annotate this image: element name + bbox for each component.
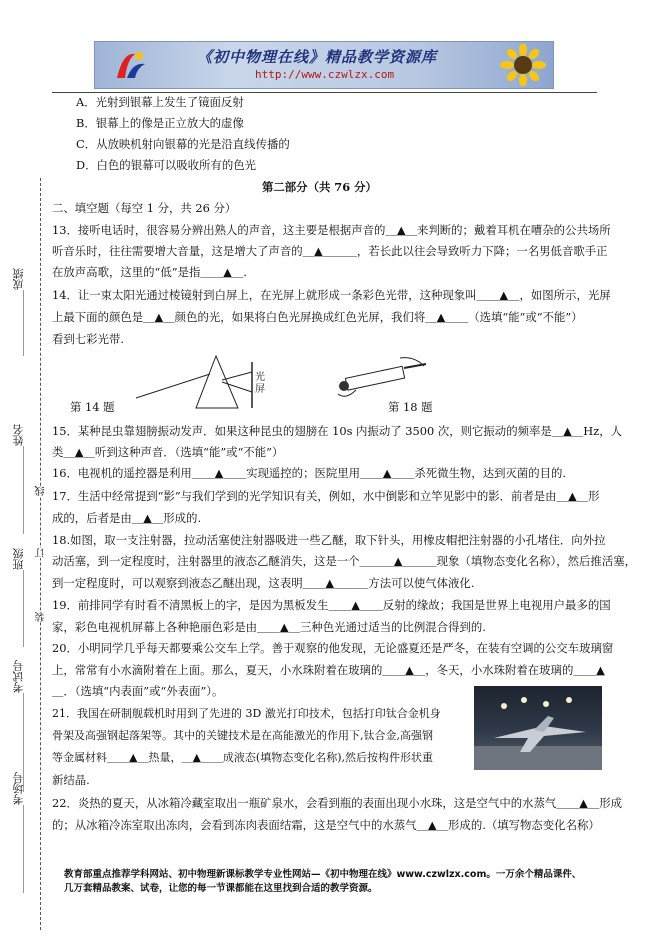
q18-line3: 到一定程度时，可以观察到液态乙醚出现，这表明＿＿▲＿＿＿方法可以使气体液化. (52, 576, 475, 590)
syringe-figure (336, 356, 432, 400)
q21-line3: 等金属材料＿＿▲＿热量，＿▲＿＿成液态(填物态变化名称),然后按构件形状重 (52, 751, 433, 764)
option-b: B．银幕上的像是正立放大的虚像 (76, 116, 244, 130)
margin-name-field: ＿＿＿＿＿＿＿＿姓名 (12, 424, 25, 534)
seal-label-zhuang: 装 (36, 612, 47, 622)
fig18-caption: 第 18 题 (388, 400, 433, 414)
fig14-caption: 第 14 题 (70, 400, 115, 414)
q15-line2: 类＿▲＿听到这种声音．（选填“能”或“不能”） (52, 445, 284, 459)
q14-line3: 看到七彩光带. (52, 332, 124, 346)
q14-line1: 14．让一束太阳光通过棱镜射到白屏上，在光屏上就形成一条彩色光带，这种现象叫＿＿▲＿，如图所示，光屏 (52, 288, 611, 302)
jet-aircraft-photo (474, 686, 602, 770)
q13-line1: 13．接听电话时，很容易分辨出熟人的声音，这主要是根据声音的＿▲＿来判断的；戴着耳机在嘈杂的公共场所 (52, 223, 611, 237)
q13-line3: 在放声高歌，这里的“低”是指＿＿▲＿. (52, 265, 247, 279)
q17-line2: 成的，后者是由＿▲＿形成的. (52, 511, 202, 525)
part-title: 第二部分（共 76 分） (262, 180, 377, 194)
q19-line1: 19．前排同学有时看不清黑板上的字，是因为黑板发生＿＿▲＿＿反射的缘故；我国是世界上电视用户最多的国 (52, 598, 611, 612)
q22-line2: 的；从冰箱冷冻室取出冻肉，会看到冻肉表面结霜，这是空气中的水蒸气＿▲＿形成的.（填写物态变化名称） (52, 818, 600, 832)
footer-line1: 教育部重点推荐学科网站、初中物理新课标教学专业性网站—《初中物理在线》www.czwlzx.com。一万余个精品课件、 (64, 869, 582, 880)
option-c: C．从放映机射向银幕的光是沿直线传播的 (76, 137, 290, 151)
q17-line1: 17．生活中经常提到“影”与我们学到的光学知识有关，例如，水中倒影和立竿见影中的影．前者是由＿▲＿形 (52, 489, 600, 503)
margin-room-field: ＿＿＿＿＿＿＿＿考场号 (12, 772, 25, 893)
option-d: D．白色的银幕可以吸收所有的色光 (76, 158, 256, 172)
fighter-jet-icon (474, 686, 602, 770)
margin-score-field: ＿＿＿＿＿＿成绩 (12, 268, 25, 356)
header-banner (94, 41, 554, 89)
q21-line1: 21．我国在研制舰载机时用到了先进的 3D 激光打印技术，包括打印钛合金机身 (52, 707, 441, 720)
q16-line1: 16．电视机的遥控器是利用＿＿▲＿＿实现遥控的；医院里用＿＿▲＿＿杀死微生物，达到灭菌的目的. (52, 466, 567, 480)
seal-label-ding: 订 (36, 548, 47, 558)
q21-line2: 骨架及高强钢起落架等。其中的关键技术是在高能激光的作用下,钛合金,高强钢 (52, 729, 433, 742)
seal-label-line: 线 (36, 486, 47, 496)
q21-line4: 新结晶. (52, 773, 90, 787)
banner-url: http://www.czwlzx.com (255, 68, 395, 81)
margin-class-field: ＿＿＿＿＿＿＿班级 (12, 548, 25, 647)
banner-title: 《初中物理在线》精品教学资源库 (197, 48, 438, 66)
q13-line2: 听音乐时，往往需要增大音量，这是增大了声音的＿▲＿＿＿，若长此以往会导致听力下降；一名男低音歌手正 (52, 244, 608, 258)
q19-line2: 家，彩色电视机屏幕上各种艳丽色彩是由＿＿▲＿三种色光通过适当的比例混合得到的. (52, 620, 486, 634)
q20-line1: 20．小明同学几乎每天都要乘公交车上学。善于观察的他发现，无论盛夏还是严冬，在装有空调的公交车玻璃窗 (52, 641, 614, 655)
q15-line1: 15．某种昆虫靠翅膀振动发声．如果这种昆虫的翅膀在 10s 内振动了 3500 次，则它振动的频率是＿▲＿Hz，人 (52, 424, 623, 438)
header-rule (52, 92, 597, 93)
q20-line3: ＿．（选填“内表面”或“外表面”）。 (52, 684, 224, 698)
footer-line2: 几万套精品教案、试卷，让您的每一节课都能在这里找到合适的教学资源。 (64, 883, 378, 894)
q20-line2: 上，常常有小水滴附着在上面。那么，夏天，小水珠附着在玻璃的＿＿▲＿，冬天，小水珠附着在玻璃的＿＿▲ (52, 663, 605, 677)
q22-line1: 22．炎热的夏天，从冰箱冷藏室取出一瓶矿泉水，会看到瓶的表面出现小水珠，这是空气中的水蒸气＿＿▲＿形成 (52, 796, 623, 810)
sunflower-icon (499, 44, 547, 86)
option-a: A．光射到银幕上发生了镜面反射 (76, 95, 244, 109)
site-logo-icon (113, 48, 149, 82)
fig14-screen-label: 光屏 (255, 372, 265, 395)
q14-line2: 上最下面的颜色是＿▲＿颜色的光，如果将白色光屏换成红色光屏，我们将＿▲＿＿（选填“能”或“不能”） (52, 310, 583, 324)
section-title: 二、填空题（每空 1 分，共 26 分） (52, 201, 237, 215)
margin-exam-no-field: ＿＿＿＿＿＿＿＿＿考试号 (12, 660, 25, 792)
q18-line2: 动活塞，到一定程度时，注射器里的液态乙醚消失，这是一个＿＿＿▲＿＿＿现象（填物态变化名称），然后推活塞， (52, 554, 636, 568)
q18-line1: 18.如图，取一支注射器，拉动活塞使注射器吸进一些乙醚，取下针头，用橡皮帽把注射器的小孔堵住．向外拉 (52, 533, 606, 547)
